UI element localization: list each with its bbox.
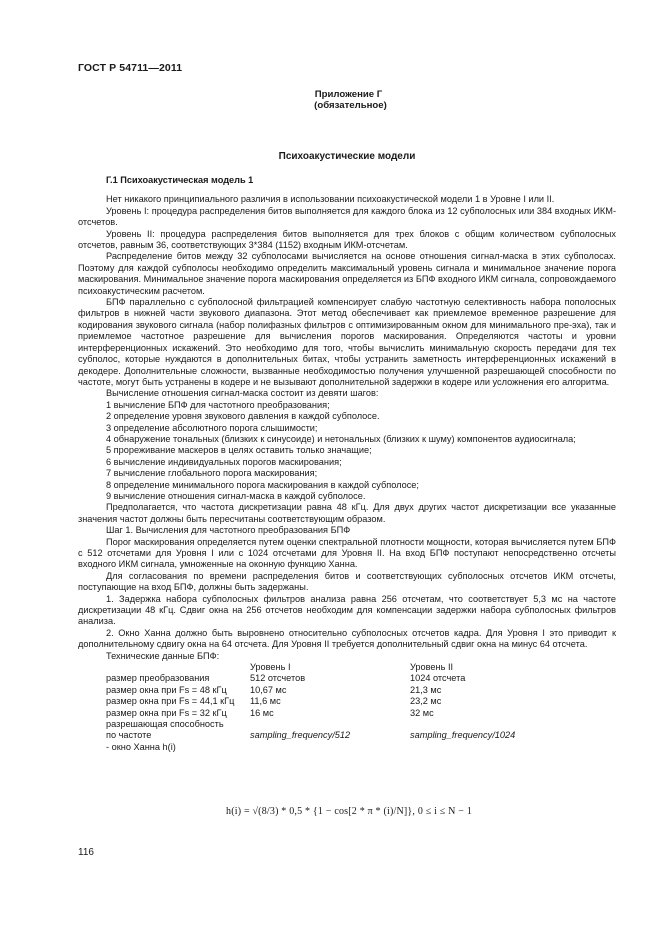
table-cell bbox=[410, 719, 570, 730]
paragraph: Вычисление отношения сигнал-маска состоит из девяти шагов: bbox=[106, 388, 379, 399]
table-cell: 23,2 мс bbox=[410, 696, 442, 707]
table-cell bbox=[410, 742, 570, 753]
table-cell bbox=[250, 742, 410, 753]
table-row bbox=[78, 673, 616, 684]
table-cell: 21,3 мс bbox=[410, 684, 442, 695]
step-item: 9 вычисление отношения сигнал-маска в каждой субполосе. bbox=[106, 490, 366, 501]
document-body bbox=[78, 175, 616, 753]
table-cell: 10,67 мс bbox=[250, 684, 287, 695]
table-header-row bbox=[78, 662, 616, 673]
paragraph: 2. Окно Ханна должно быть выровнено относительно субполосных отсчетов кадра. Для Уровня I это приводит к дополнительному сдвигу окна на 64 отсчета. Для Уровня II требуется дополнительный сдвиг окна на минус 64 отсчета. bbox=[78, 627, 616, 650]
paragraph: Уровень II: процедура распределения битов выполняется для трех блоков с общим количеством субполосных отсчетов, равным 36, соответствующих 3*384 (1152) входным ИКМ-отсчетам. bbox=[78, 228, 616, 251]
paragraph: Предполагается, что частота дискретизации равна 48 кГц. Для двух других частот дискретизации все указанные значения частот должны быть пересчитаны соответствующим образом. bbox=[78, 502, 616, 524]
paragraph: Для согласования по времени распределения битов и соответствующих субполосных отсчетов ИКМ отсчеты, поступающие на вход БПФ, должны быть задержаны. bbox=[78, 570, 616, 593]
table-row bbox=[78, 730, 616, 741]
paragraph: БПФ параллельно с субполосной фильтрацией компенсирует слабую частотную селективность набора пополосных фильтров в нижней части звукового диапазона. Этот метод обеспечивает как приемлемое временное разрешение для кодирования звукового сигнала (набор полифазных фильтров с оптимизированным окном для минимального пре-эха), так и приемлемое частотное разрешение для вычисления порогов маскирования. Определяются частоты и уровни интерференционных искажений. Это необходимо для того, чтобы вычислить минимальную скорость передачи для тех субполос, которые нуждаются в дополнительных битах, чтобы устранить заметность интерференционных искажений в декодере. Дополнительные сложности, вызванные необходимостью получения улучшенной разрешающей способности по частоте, могут быть устранены в кодере и не вызывают дополнительной задержки в кодере или усложнения его алгоритма. bbox=[78, 297, 616, 387]
table-cell: 16 мс bbox=[250, 707, 274, 718]
table-cell: sampling_frequency/1024 bbox=[410, 730, 516, 741]
paragraph: Шаг 1. Вычисления для частотного преобразования БПФ bbox=[106, 525, 351, 536]
page-number: 116 bbox=[78, 847, 94, 858]
fft-spec-table bbox=[78, 662, 616, 753]
table-cell: - окно Ханна h(i) bbox=[106, 741, 176, 752]
table-row bbox=[78, 685, 616, 696]
table-cell: 1024 отсчета bbox=[410, 673, 466, 684]
paragraph: Уровень I: процедура распределения битов выполняется для каждого блока из 12 субполосных или 384 входных ИКМ-отсчетов. bbox=[78, 205, 616, 228]
paragraph: Нет никакого принципиального различия в использовании психоакустической модели 1 в Уровне I или II. bbox=[106, 194, 555, 205]
table-cell: 32 мс bbox=[410, 707, 434, 718]
step-item: 8 определение минимального порога маскирования в каждой субполосе; bbox=[106, 479, 419, 490]
table-cell: 512 отсчетов bbox=[250, 673, 306, 684]
table-row bbox=[78, 742, 616, 753]
paragraph: Технические данные БПФ: bbox=[106, 650, 220, 661]
table-cell: Уровень II bbox=[410, 662, 454, 673]
table-cell: 11,6 мс bbox=[250, 696, 281, 707]
appendix-status: (обязательное) bbox=[314, 100, 387, 111]
table-cell: разрешающая способность bbox=[106, 719, 224, 730]
table-cell: размер окна при Fs = 44,1 кГц bbox=[106, 696, 235, 707]
section-heading: Г.1 Психоакустическая модель 1 bbox=[106, 175, 254, 185]
step-item: 6 вычисление индивидуальных порогов маскирования; bbox=[106, 456, 342, 467]
table-cell: по частоте bbox=[106, 730, 152, 741]
table-row bbox=[78, 708, 616, 719]
document-header: ГОСТ Р 54711—2011 bbox=[78, 62, 183, 74]
paragraph: Порог маскирования определяется путем оценки спектральной плотности мощности, которая вычисляется путем БПФ с 512 отсчетами для Уровня I или с 1024 отсчетами для Уровня II. На вход БПФ поступают непосредственно отсчеты входного ИКМ сигнала, умноженные на оконную функцию Ханна. bbox=[78, 536, 616, 570]
paragraph: Распределение битов между 32 субполосами вычисляется на основе отношения сигнал-маска в этих субполосах. Поэтому для каждой субполосы необходимо определить максимальный уровень сигнала и минимальное значение порога маскирования. Минимальное значение порога маскирования определяется из БПФ входного ИКМ сигнала, сопровождаемого психоакустическим расчетом. bbox=[78, 251, 616, 296]
table-cell: размер окна при Fs = 32 кГц bbox=[106, 707, 227, 718]
table-row bbox=[78, 719, 616, 730]
step-item: 3 определение абсолютного порога слышимости; bbox=[106, 422, 318, 433]
step-item: 5 прореживание маскеров в целях оставить только значащие; bbox=[106, 445, 372, 456]
table-cell: размер преобразования bbox=[106, 673, 210, 684]
step-item: 7 вычисление глобального порога маскирования; bbox=[106, 468, 318, 479]
appendix-title: Приложение Г bbox=[314, 89, 383, 100]
table-row bbox=[78, 696, 616, 707]
step-item: 2 определение уровня звукового давления в каждой субполосе. bbox=[106, 411, 380, 422]
main-title: Психоакустические модели bbox=[278, 151, 416, 162]
step-item: 1 вычисление БПФ для частотного преобразования; bbox=[106, 399, 330, 410]
hann-window-formula: h(i) = √(8/3) * 0,5 * {1 − cos[2 * π * (i)/N]}, 0 ≤ i ≤ N − 1 bbox=[226, 806, 473, 817]
table-cell bbox=[78, 662, 250, 673]
table-cell: sampling_frequency/512 bbox=[250, 730, 351, 741]
appendix-title-block bbox=[0, 89, 661, 111]
table-cell bbox=[250, 719, 410, 730]
table-cell: Уровень I bbox=[250, 662, 291, 673]
table-cell: размер окна при Fs = 48 кГц bbox=[106, 684, 227, 695]
paragraph: 1. Задержка набора субполосных фильтров анализа равна 256 отсчетам, что соответствует 5,3 мс на частоте дискретизации 48 кГц. Сдвиг окна на 256 отсчетов необходим для компенсации задержки набора субполосных фильтров анализа. bbox=[78, 593, 616, 627]
step-item: 4 обнаружение тональных (близких к синусоиде) и нетональных (близких к шуму) компонентов аудиосигнала; bbox=[106, 433, 576, 444]
